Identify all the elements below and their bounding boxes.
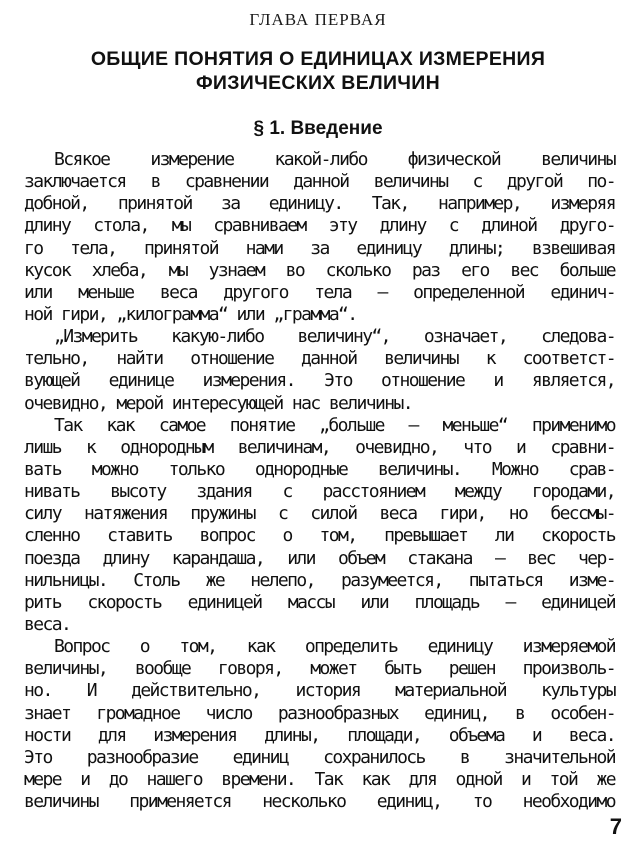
text-line: Так как самое понятие „больше — меньше“ применимо bbox=[54, 414, 615, 436]
body-text bbox=[24, 149, 615, 813]
text-line: знает громадное число разнообразных единиц, в особен- bbox=[24, 702, 615, 724]
chapter-title-line: ФИЗИЧЕСКИХ ВЕЛИЧИН bbox=[195, 72, 440, 94]
text-line: добной, принятой за единицу. Так, например, измеряя bbox=[24, 193, 615, 215]
text-line: ной гири, „килограмма“ или „грамма“. bbox=[24, 303, 357, 325]
text-line: поезда длину карандаша, или объем стакана — вес чер- bbox=[24, 547, 615, 569]
text-line: нивать высоту здания с расстоянием между городами, bbox=[24, 481, 615, 503]
text-line: ности для измерения длины, площади, объема и веса. bbox=[24, 724, 615, 746]
text-line: нильницы. Столь же нелепо, разумеется, пытаться изме- bbox=[24, 569, 615, 591]
text-line: лишь к однородным величинам, очевидно, что и сравни- bbox=[24, 436, 615, 458]
section-title: § 1. Введение bbox=[253, 118, 383, 139]
chapter-title bbox=[0, 47, 636, 95]
text-line: кусок хлеба, мы узнаем во сколько раз его вес больше bbox=[24, 259, 615, 281]
chapter-title-line: ОБЩИЕ ПОНЯТИЯ О ЕДИНИЦАХ ИЗМЕРЕНИЯ bbox=[90, 48, 546, 70]
text-line: Вопрос о том, как определить единицу измеряемой bbox=[54, 636, 615, 658]
text-line: веса. bbox=[24, 613, 71, 635]
text-line: Всякое измерение какой-либо физической величины bbox=[54, 149, 615, 170]
text-line: или меньше веса другого тела — определенной единич- bbox=[24, 281, 615, 303]
page-number: 7 bbox=[609, 814, 622, 839]
text-line: тельно, найти отношение данной величины к соответст- bbox=[24, 348, 615, 370]
text-line: вать можно только однородные величины. Можно срав- bbox=[24, 458, 615, 480]
text-line: длину стола, мы сравниваем эту длину с длиной друго- bbox=[24, 215, 615, 237]
text-line: вующей единице измерения. Это отношение и является, bbox=[24, 370, 615, 392]
text-line: но. И действительно, история материальной культуры bbox=[24, 680, 615, 702]
text-line: Это разнообразие единиц сохранилось в значительной bbox=[24, 746, 615, 768]
text-line: „Измерить какую-либо величину“, означает, следова- bbox=[54, 326, 615, 348]
text-line: величины применяется несколько единиц, то необходимо bbox=[24, 791, 615, 813]
text-line: очевидно, мерой интересующей нас величины. bbox=[24, 392, 412, 414]
text-line: силу натяжения пружины с силой веса гири, но бессмы- bbox=[24, 503, 615, 525]
text-line: заключается в сравнении данной величины с другой по- bbox=[24, 171, 615, 193]
text-line: сленно ставить вопрос о том, превышает ли скорость bbox=[24, 525, 615, 547]
text-line: величины, вообще говоря, может быть решен произволь- bbox=[24, 658, 615, 680]
text-line: мере и до нашего времени. Так как для одной и той же bbox=[24, 768, 615, 790]
chapter-label: ГЛАВА ПЕРВАЯ bbox=[249, 10, 387, 29]
text-line: го тела, принятой нами за единицу длины; взвешивая bbox=[24, 237, 615, 259]
text-line: рить скорость единицей массы или площадь — единицей bbox=[24, 591, 615, 613]
